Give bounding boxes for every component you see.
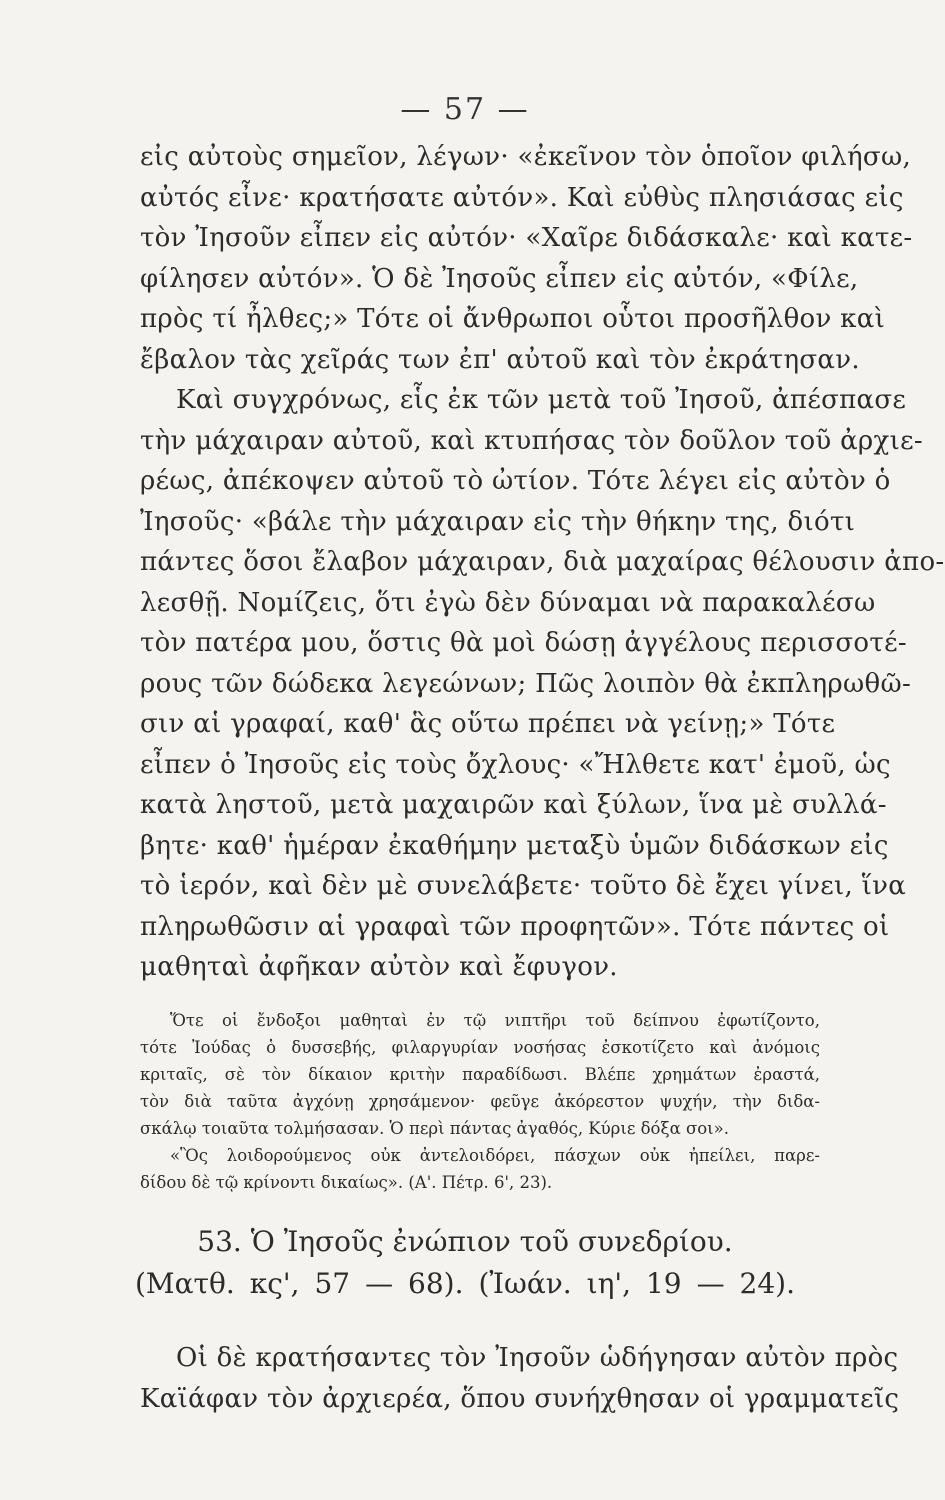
text-line: βητε· καθ' ἡμέραν ἐκαθήμην μεταξὺ ὑμῶν διδάσκων εἰς [140, 830, 889, 861]
text-line: Οἱ δὲ κρατήσαντες τὸν Ἰησοῦν ὡδήγησαν αὐτὸν πρὸς [176, 1343, 899, 1373]
text-line: Καϊάφαν τὸν ἀρχιερέα, ὅπου συνήχθησαν οἱ γραμματεῖς [140, 1383, 900, 1414]
text-line: τὸν πατέρα μου, ὅστις θὰ μοὶ δώσῃ ἀγγέλους περισσοτέ- [140, 628, 907, 658]
text-line: πάντες ὅσοι ἔλαβον μάχαιραν, διὰ μαχαίρας θέλουσιν ἀπο- [140, 547, 945, 577]
text-line: σιν αἱ γραφαί, καθ' ἃς οὕτω πρέπει νὰ γείνῃ;» Τότε [140, 709, 836, 739]
paragraph-1 [140, 137, 913, 380]
paragraph-3 [140, 1338, 900, 1419]
note-line: τότε Ἰούδας ὁ δυσσεβής, φιλαργυρίαν νοσήσας ἐσκοτίζετο καὶ ἀνόμοις [140, 1038, 820, 1057]
note-line: δίδου δὲ τῷ κρίνοντι δικαίως». (Α'. Πέτρ. 6', 23). [140, 1173, 553, 1192]
text-line: ρους τῶν δώδεκα λεγεώνων; Πῶς λοιπὸν θὰ ἐκπληρωθῶ- [140, 668, 912, 699]
text-line: ρέως, ἀπέκοψεν αὐτοῦ τὸ ὠτίον. Τότε λέγει εἰς αὐτὸν ὁ [140, 466, 891, 496]
text-line: λεσθῇ. Νομίζεις, ὅτι ἐγὼ δὲν δύναμαι νὰ παρακαλέσω [140, 587, 876, 618]
text-line: πληρωθῶσιν αἱ γραφαὶ τῶν προφητῶν». Τότε πάντες οἱ [140, 911, 890, 942]
text-line: τὸ ἱερόν, καὶ δὲν μὲ συνελάβετε· τοῦτο δὲ ἔχει γίνει, ἵνα [140, 871, 907, 901]
page-number: — 57 — [400, 92, 530, 127]
text-line: πρὸς τί ἦλθες;» Τότε οἱ ἄνθρωποι οὗτοι προσῆλθον καὶ [140, 304, 886, 334]
text-line: αὐτός εἶνε· κρατήσατε αὐτόν». Καὶ εὐθὺς πλησιάσας εἰς [140, 182, 904, 213]
text-line: φίλησεν αὐτόν». Ὁ δὲ Ἰησοῦς εἶπεν εἰς αὐτόν, «Φίλε, [140, 263, 859, 294]
note-line: σκάλῳ τοιαῦτα τολμήσασαν. Ὁ περὶ πάντας ἀγαθός, Κύριε δόξα σοι». [140, 1119, 729, 1138]
text-line: μαθηταὶ ἀφῆκαν αὐτὸν καὶ ἔφυγον. [140, 952, 618, 982]
note-line: Ὅτε οἱ ἔνδοξοι μαθηταὶ ἐν τῷ νιπτῆρι τοῦ δείπνου ἐφωτίζοντο, [170, 1011, 820, 1030]
note-line: κριταῖς, σὲ τὸν δίκαιον κριτὴν παραδίδωσι. Βλέπε χρημάτων ἐραστά, [140, 1065, 820, 1084]
text-line: εἰς αὐτοὺς σημεῖον, λέγων· «ἐκεῖνον τὸν ὁποῖον φιλήσω, [140, 142, 912, 172]
text-line: τὴν μάχαιραν αὐτοῦ, καὶ κτυπήσας τὸν δοῦλον τοῦ ἀρχιε- [140, 425, 923, 456]
note-line: «Ὃς λοιδορούμενος οὐκ ἀντελοιδόρει, πάσχων οὐκ ἠπείλει, παρε- [170, 1146, 820, 1165]
section-reference [0, 1264, 930, 1304]
paragraph-2 [140, 380, 945, 988]
note-line: τὸν διὰ ταῦτα ἀγχόνῃ χρησάμενον· φεῦγε ἀκόρεστον ψυχήν, τὴν διδα- [140, 1092, 820, 1111]
section-reference-text: (Ματθ. κς', 57 — 68). (Ἰωάν. ιη', 19 — 24). [135, 1267, 795, 1300]
text-line: Καὶ συγχρόνως, εἷς ἐκ τῶν μετὰ τοῦ Ἰησοῦ, ἀπέσπασε [176, 385, 907, 415]
footnote-2 [140, 1142, 820, 1196]
section-heading: 53. Ὁ Ἰησοῦς ἐνώπιον τοῦ συνεδρίου. [197, 1225, 733, 1258]
text-line: Ἰησοῦς· «βάλε τὴν μάχαιραν εἰς τὴν θήκην της, διότι [140, 506, 856, 537]
text-line: τὸν Ἰησοῦν εἶπεν εἰς αὐτόν· «Χαῖρε διδάσκαλε· καὶ κατε- [140, 223, 913, 253]
footnote-1 [140, 1007, 820, 1142]
text-line: κατὰ ληστοῦ, μετὰ μαχαιρῶν καὶ ξύλων, ἵνα μὲ συλλά- [140, 790, 887, 820]
text-line: ἔβαλον τὰς χεῖράς των ἐπ' αὐτοῦ καὶ τὸν ἐκράτησαν. [140, 344, 860, 375]
text-line: εἶπεν ὁ Ἰησοῦς εἰς τοὺς ὄχλους· «Ἤλθετε κατ' ἐμοῦ, ὡς [140, 749, 891, 780]
